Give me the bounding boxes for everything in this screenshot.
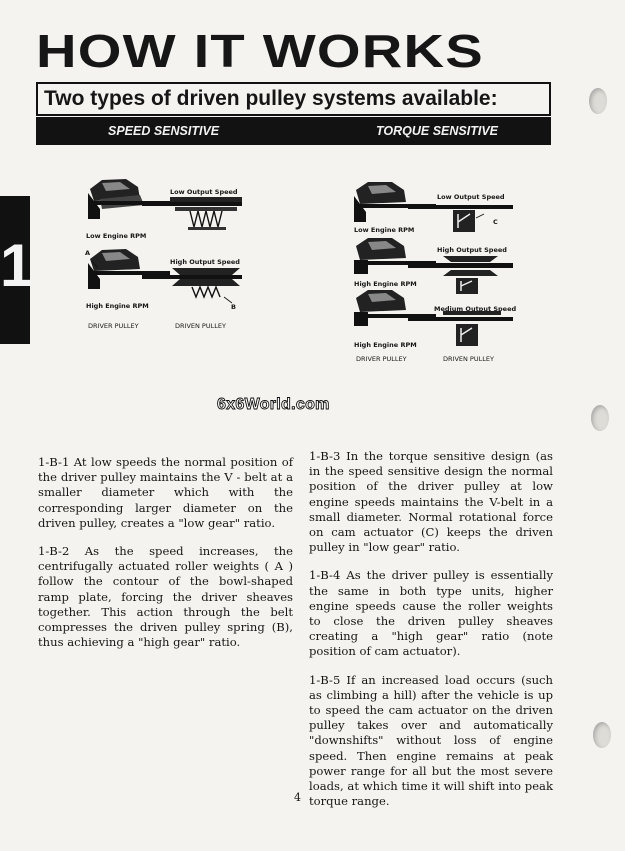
left-column xyxy=(38,455,293,663)
driver-pulley-low xyxy=(88,179,170,219)
subtitle-box xyxy=(36,82,551,116)
binder-hole xyxy=(589,88,607,114)
page-number: 4 xyxy=(294,791,301,804)
speed-sensitive-heading: SPEED SENSITIVE xyxy=(108,124,220,138)
driven-pulley-low xyxy=(170,197,242,230)
page-title: HOW IT WORKS xyxy=(36,25,484,77)
cam-actuator-low xyxy=(453,210,484,232)
belt-high xyxy=(408,263,513,268)
right-column xyxy=(309,449,553,822)
paragraph-1-b-1: 1-B-1 At low speeds the normal position of the driver pulley maintains the V - belt at a smaller diameter which with the corresponding larger diameter on the driven pulley, creates a "low gear" ratio. xyxy=(38,455,293,530)
section-tab xyxy=(0,196,34,344)
high-output-speed-label: High Output Speed xyxy=(437,246,507,254)
paragraph-1-b-3: 1-B-3 In the torque sensitive design (as in the speed sensitive design the normal position of the driver pulley at low engine speeds maintains the V-belt in a small diameter. Normal rotational force on cam actuator (C) keeps the driven pulley in "low gear" ratio. xyxy=(309,449,553,555)
driver-pulley-high xyxy=(88,249,170,289)
high-engine-rpm-label: High Engine RPM xyxy=(86,302,149,310)
high-engine-rpm-label: High Engine RPM xyxy=(354,280,417,288)
driven-pulley-caption: DRIVEN PULLEY xyxy=(175,322,226,330)
paragraph-1-b-5: 1-B-5 If an increased load occurs (such as climbing a hill) after the vehicle is up to speed the cam actuator on the driven pulley takes over and automatically "downshifts" without loss of engine speed. Then engine remains at peak power range for all but the most severe loads, at which time it will shift into peak torque range. xyxy=(309,672,553,809)
driven-pulley-caption: DRIVEN PULLEY xyxy=(443,355,494,363)
column-header-bar xyxy=(36,117,551,145)
subtitle: Two types of driven pulley systems available: xyxy=(44,87,498,110)
belt-medium xyxy=(408,317,513,321)
driven-pulley-high xyxy=(172,268,240,303)
driver-pulley-low xyxy=(354,182,436,222)
driver-pulley-high xyxy=(354,238,436,274)
torque-sensitive-heading: TORQUE SENSITIVE xyxy=(376,124,499,138)
belt-high xyxy=(142,275,242,279)
binder-hole xyxy=(593,722,611,748)
high-output-speed-label: High Output Speed xyxy=(170,258,240,266)
torque-sensitive-diagram xyxy=(348,180,518,355)
binder-hole xyxy=(591,405,609,431)
medium-output-speed-label: Medium Output Speed xyxy=(434,305,517,313)
low-engine-rpm-label: Low Engine RPM xyxy=(354,226,415,234)
label-b: B xyxy=(231,303,236,311)
cam-actuator-high xyxy=(443,256,498,294)
low-output-speed-label: Low Output Speed xyxy=(170,188,238,196)
driver-pulley-caption: DRIVER PULLEY xyxy=(356,355,407,363)
paragraph-1-b-2: 1-B-2 As the speed increases, the centrifugally actuated roller weights ( A ) follow the contour of the bowl-shaped ramp plate, forcing the driver sheaves together. This action through the belt compresses the driven pulley spring (B), thus achieving a "high gear" ratio. xyxy=(38,544,293,650)
driver-pulley-caption: DRIVER PULLEY xyxy=(88,322,139,330)
label-a: A xyxy=(85,249,91,257)
paragraph-1-b-4: 1-B-4 As the driver pulley is essentially the same in both type units, higher engine speeds cause the roller weights to close the driven pulley sheaves creating a "high gear" ratio (note position of cam actuator). xyxy=(309,568,553,659)
belt-low xyxy=(142,202,242,206)
low-output-speed-label: Low Output Speed xyxy=(437,193,505,201)
section-tab-number: 1 xyxy=(0,232,34,299)
label-c: C xyxy=(493,218,498,226)
low-engine-rpm-label: Low Engine RPM xyxy=(86,232,147,240)
cam-actuator-medium xyxy=(443,311,501,346)
watermark: 6x6World.com xyxy=(217,396,330,413)
belt-low xyxy=(408,205,513,209)
high-engine-rpm-label-2: High Engine RPM xyxy=(354,341,417,349)
